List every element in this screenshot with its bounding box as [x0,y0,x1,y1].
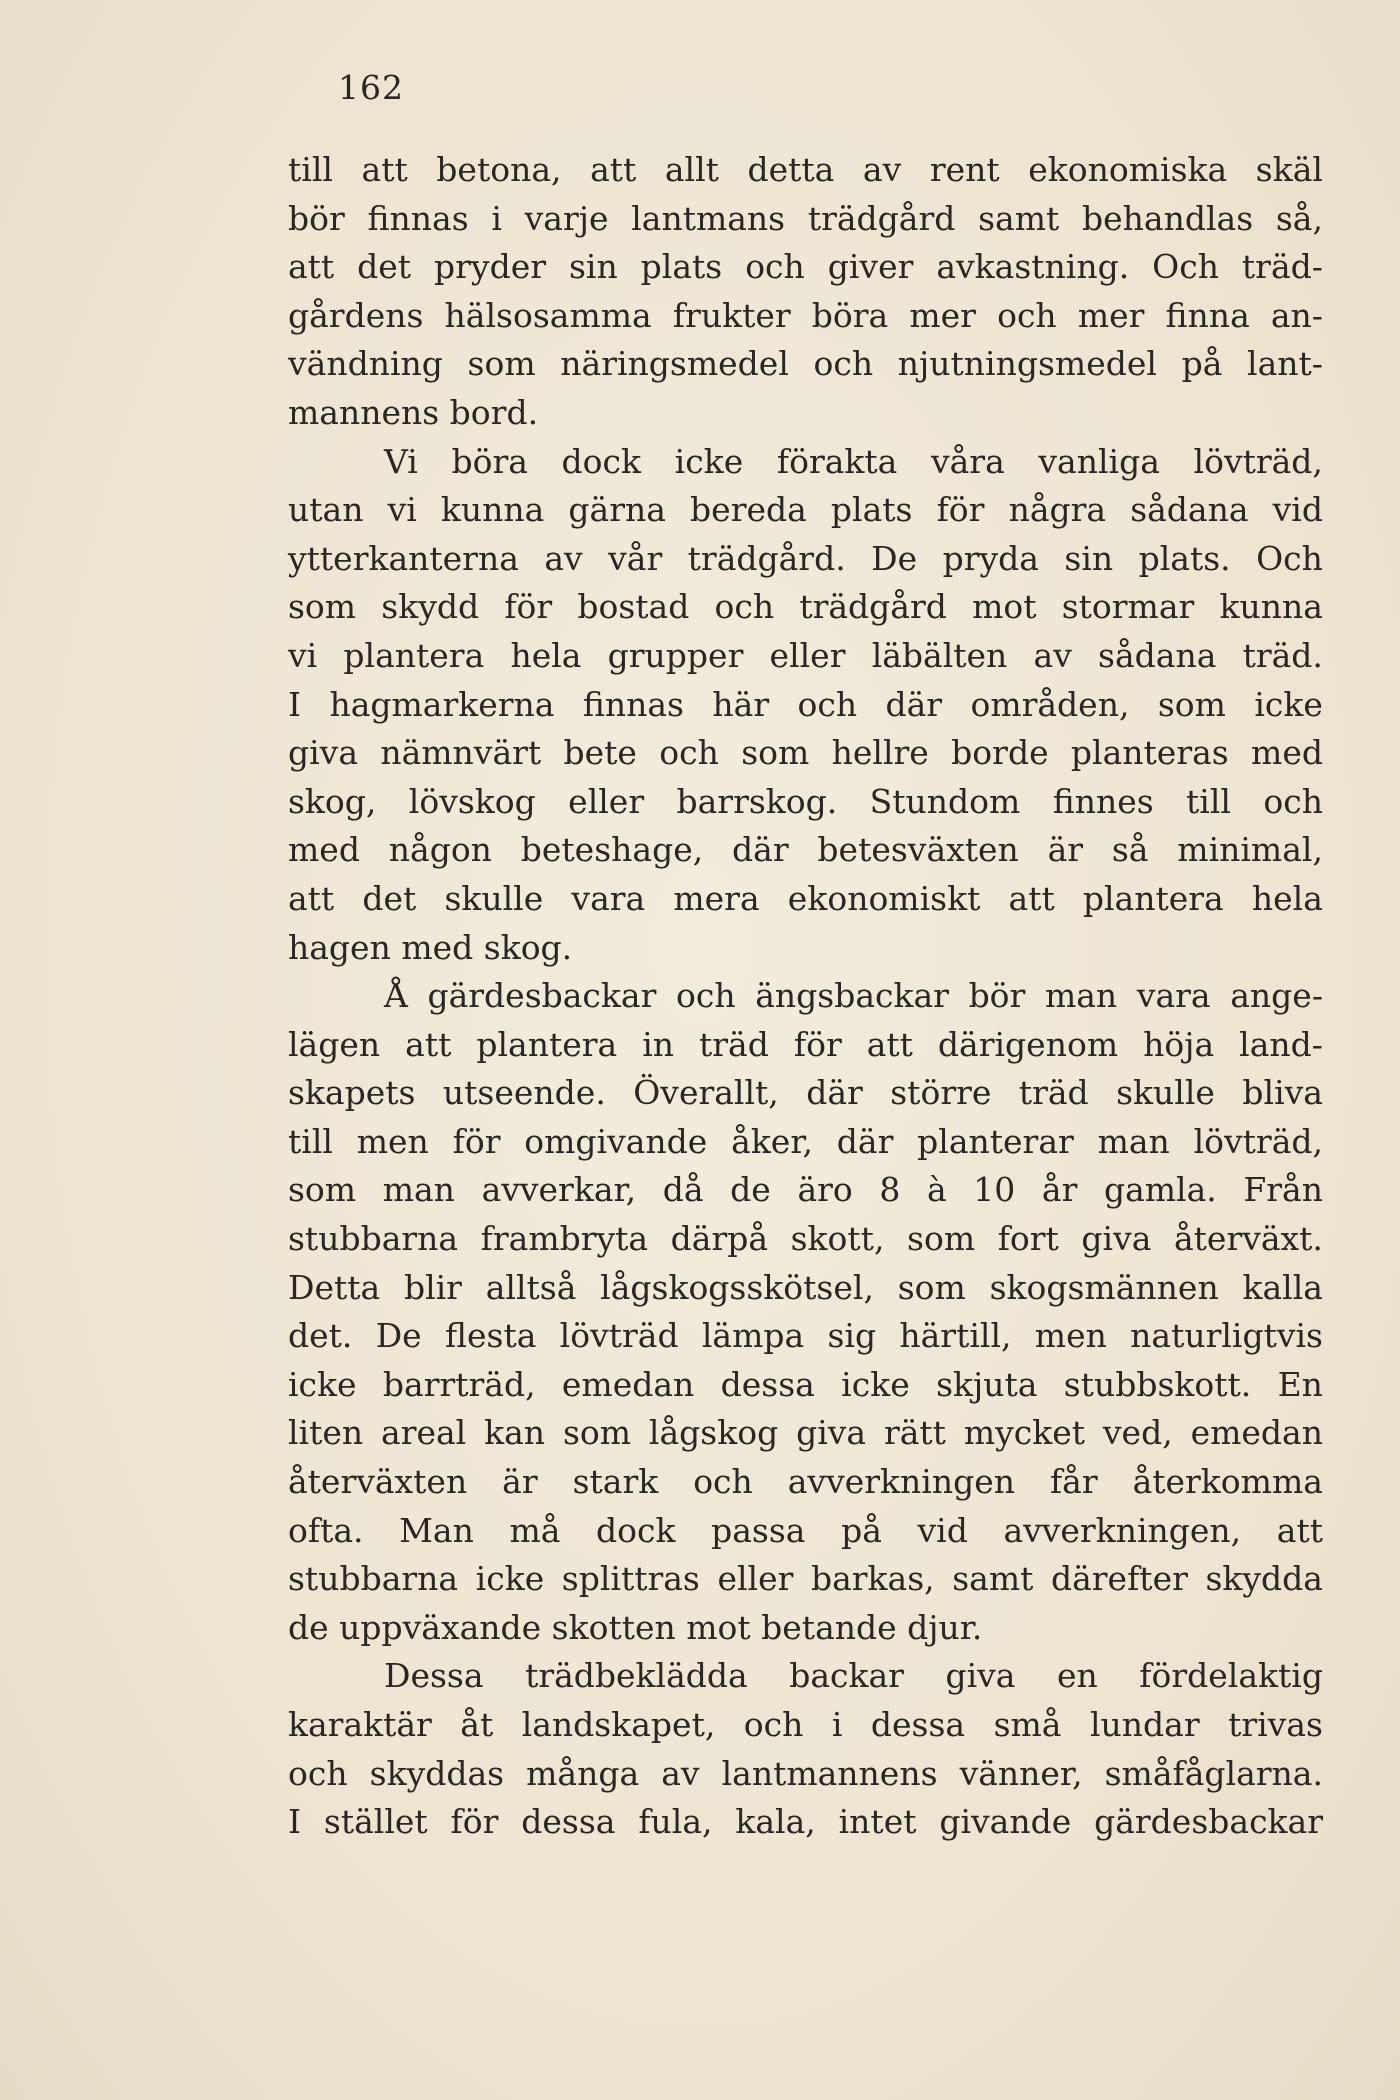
text-line: I stället för dessa fula, kala, intet givande gärdesbackar [288,1802,1323,1842]
text-line: ytterkanterna av vår trädgård. De pryda sin plats. Och [288,538,1323,578]
text-line: hagen med skog. [288,927,573,967]
text-line: till men för omgivande åker, där planterar man lövträd, [288,1121,1323,1161]
text-line: att det skulle vara mera ekonomiskt att plantera hela [288,878,1323,918]
text-line: skapets utseende. Överallt, där större träd skulle bliva [288,1073,1323,1113]
text-line: vändning som näringsmedel och njutningsmedel på lant- [288,344,1323,384]
text-line: det. De flesta lövträd lämpa sig härtill, men naturligtvis [288,1316,1323,1356]
text-line: stubbarna icke splittras eller barkas, samt därefter skydda [288,1559,1323,1599]
text-line: I hagmarkerna finnas här och där områden, som icke [288,684,1323,724]
text-line: Vi böra dock icke förakta våra vanliga lövträd, [384,441,1323,481]
text-line: och skyddas många av lantmannens vänner, småfåglarna. [288,1753,1323,1793]
text-line: karaktär åt landskapet, och i dessa små lundar trivas [288,1705,1323,1744]
text-line: som skydd för bostad och trädgård mot stormar kunna [288,587,1323,627]
text-line: till att betona, att allt detta av rent ekonomiska skäl [288,150,1323,189]
text-line: med någon beteshage, där betesväxten är så minimal, [288,830,1323,870]
text-line: giva nämnvärt bete och som hellre borde planteras med [288,733,1323,773]
text-line: icke barrträd, emedan dessa icke skjuta stubbskott. En [288,1364,1323,1404]
text-line: mannens bord. [288,392,539,432]
text-line: gårdens hälsosamma frukter böra mer och mer finna an- [288,295,1323,335]
text-line: Å gärdesbackar och ängsbackar bör man vara ange- [384,976,1323,1016]
text-line: stubbarna frambryta därpå skott, som fort giva återväxt. [288,1219,1323,1259]
text-line: vi plantera hela grupper eller läbälten av sådana träd. [288,635,1323,675]
text-line: återväxten är stark och avverkningen får återkomma [288,1462,1323,1502]
text-line: lägen att plantera in träd för att därigenom höja land- [288,1024,1323,1064]
text-line: utan vi kunna gärna bereda plats för några sådana vid [288,490,1323,530]
text-line: de uppväxande skotten mot betande djur. [288,1607,983,1647]
body-text [288,146,1323,1847]
text-line: Detta blir alltså lågskogsskötsel, som skogsmännen kalla [288,1267,1323,1307]
text-line: bör finnas i varje lantmans trädgård samt behandlas så, [288,198,1323,238]
text-line: liten areal kan som lågskog giva rätt mycket ved, emedan [288,1413,1323,1453]
text-line: skog, lövskog eller barrskog. Stundom finnes till och [288,781,1323,821]
text-line: som man avverkar, då de äro 8 à 10 år gamla. Från [288,1170,1323,1210]
text-line: ofta. Man må dock passa på vid avverkningen, att [288,1510,1323,1550]
text-line: Dessa trädbeklädda backar giva en fördelaktig [384,1656,1323,1696]
text-line: att det pryder sin plats och giver avkastning. Och träd- [288,247,1323,287]
page-number: 162 [338,68,404,107]
